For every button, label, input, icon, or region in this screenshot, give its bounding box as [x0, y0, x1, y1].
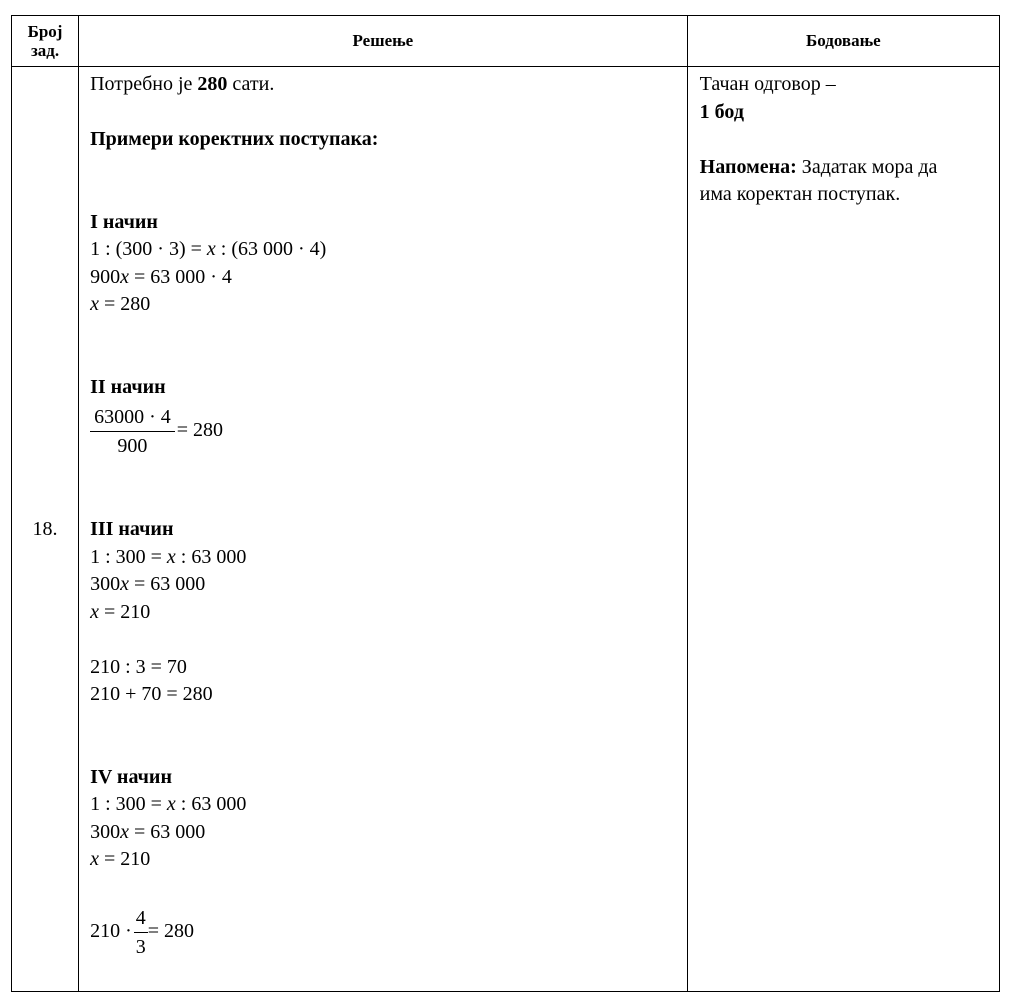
method4-fraction-line — [90, 901, 687, 963]
answer-prefix: Потребно је — [90, 73, 193, 95]
answer-key-table — [11, 15, 1000, 992]
method2-numerator: 63000 · 4 — [90, 405, 175, 432]
method2-fraction — [90, 405, 175, 458]
scoring-note — [700, 154, 999, 182]
method1-title: I начин — [90, 210, 158, 233]
method3-title: III начин — [90, 518, 174, 540]
task-number: 18. — [12, 67, 79, 992]
header-number-line1: Број — [27, 22, 63, 41]
method4-title: IV начин — [90, 765, 172, 788]
header-task-number — [12, 16, 79, 67]
method3-line5: 210 + 70 = 280 — [90, 683, 213, 705]
method3-line4: 210 : 3 = 70 — [90, 655, 187, 678]
method4-lead: 210 · — [90, 920, 132, 943]
answer-line — [90, 71, 687, 99]
method2-title: II начин — [90, 375, 166, 398]
examples-heading: Примери коректних поступака: — [90, 128, 379, 150]
header-number-line2: зад. — [30, 41, 60, 60]
scoring-note-line2: има коректан поступак. — [699, 183, 901, 205]
method1-line2: 900x = 63 000 · 4 — [90, 265, 232, 288]
method4-line1: 1 : 300 = x : 63 000 — [90, 793, 247, 815]
scoring-correct-answer: Тачан одговор – — [699, 73, 836, 95]
method4-line3: x = 210 — [90, 848, 151, 870]
scoring-points: 1 бод — [699, 100, 744, 123]
header-solution: Решење — [79, 16, 688, 67]
method4-denominator: 3 — [135, 935, 146, 958]
method3-line2: 300x = 63 000 — [90, 573, 206, 595]
answer-value: 280 — [197, 73, 228, 95]
method3-line1: 1 : 300 = x : 63 000 — [90, 545, 247, 568]
method4-fraction — [134, 906, 148, 959]
note-text: Задатак мора да — [796, 155, 938, 178]
method1-line3: x = 280 — [90, 293, 151, 315]
solution-cell — [79, 67, 688, 992]
method1-line1: 1 : (300 · 3) = x : (63 000 · 4) — [90, 238, 327, 260]
task-row — [12, 67, 1000, 992]
header-scoring: Бодовање — [687, 16, 999, 67]
method4-result: = 280 — [147, 920, 195, 943]
answer-suffix: сати. — [232, 73, 275, 95]
method4-numerator: 4 — [134, 906, 148, 933]
method2-result: = 280 — [176, 419, 224, 442]
method2-denominator: 900 — [117, 434, 148, 457]
method2-fraction-line — [90, 401, 687, 461]
method4-line2: 300x = 63 000 — [90, 820, 206, 843]
scoring-cell — [687, 67, 999, 992]
header-row — [12, 16, 1000, 67]
note-label: Напомена: — [699, 155, 797, 178]
method3-line3: x = 210 — [90, 600, 151, 623]
